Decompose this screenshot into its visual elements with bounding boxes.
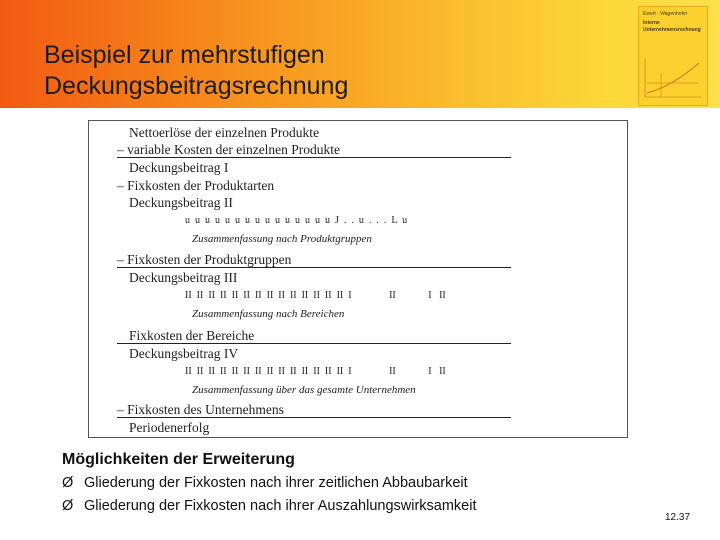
extension-bullet-2-text: Gliederung der Fixkosten nach ihrer Auszahlungswirksamkeit <box>84 498 477 514</box>
scheme-grouping-company: Zusammenfassung über das gesamte Unternehmen <box>192 384 416 396</box>
contribution-margin-scheme <box>88 120 628 438</box>
scheme-line-cm4: Deckungsbeitrag IV <box>129 346 239 361</box>
slide-title-line-2: Deckungsbeitragsrechnung <box>44 72 349 100</box>
book-cover-graphic <box>641 53 705 101</box>
slide-title <box>44 40 348 102</box>
scheme-line-cm2: Deckungsbeitrag II <box>129 195 233 210</box>
scheme-line-company-fixed: – Fixkosten des Unternehmens <box>117 402 284 417</box>
scheme-line-variable-costs: – variable Kosten der einzelnen Produkte <box>117 142 341 157</box>
scheme-rule-1 <box>117 157 511 158</box>
scheme-grouping-product-groups: Zusammenfassung nach Produktgruppen <box>192 233 372 245</box>
scheme-line-net-revenue: Nettoerlöse der einzelnen Produkte <box>129 125 320 140</box>
scheme-tick-row-2: II II II II II II II II II II II II II II I II I II <box>185 290 446 301</box>
scheme-tick-row-1: u u u u u u u u u u u u u u u J . . u . . . L u <box>185 215 408 226</box>
book-title-line-1: Interne <box>643 20 660 26</box>
scheme-line-cm3: Deckungsbeitrag III <box>129 270 238 285</box>
scheme-line-period-result: Periodenerfolg <box>129 420 210 435</box>
scheme-rule-3 <box>117 343 511 344</box>
scheme-grouping-divisions: Zusammenfassung nach Bereichen <box>192 308 345 320</box>
extension-bullet-2 <box>62 498 477 514</box>
extension-heading: Möglichkeiten der Erweiterung <box>62 451 295 468</box>
page-number: 12.37 <box>665 512 691 523</box>
scheme-rule-2 <box>117 267 511 268</box>
book-cover-thumbnail <box>638 6 708 106</box>
bullet-arrow-icon: Ø <box>62 475 74 491</box>
book-title-line-2: Unternehmensrechnung <box>643 27 701 33</box>
scheme-line-division-fixed: Fixkosten der Bereiche <box>129 328 255 343</box>
scheme-line-product-group-fixed: – Fixkosten der Produktgruppen <box>117 252 292 267</box>
scheme-line-product-type-fixed: – Fixkosten der Produktarten <box>117 178 275 193</box>
bullet-arrow-icon: Ø <box>62 498 74 514</box>
scheme-line-cm1: Deckungsbeitrag I <box>129 160 229 175</box>
extension-bullet-1-text: Gliederung der Fixkosten nach ihrer zeitlichen Abbaubarkeit <box>84 475 468 491</box>
slide-title-line-1: Beispiel zur mehrstufigen <box>44 41 325 69</box>
extension-bullet-1 <box>62 475 468 491</box>
book-authors: Ewert · Wagenhofer <box>643 11 688 17</box>
scheme-rule-4 <box>117 417 511 418</box>
scheme-tick-row-3: II II II II II II II II II II II II II II I II I II <box>185 366 446 377</box>
